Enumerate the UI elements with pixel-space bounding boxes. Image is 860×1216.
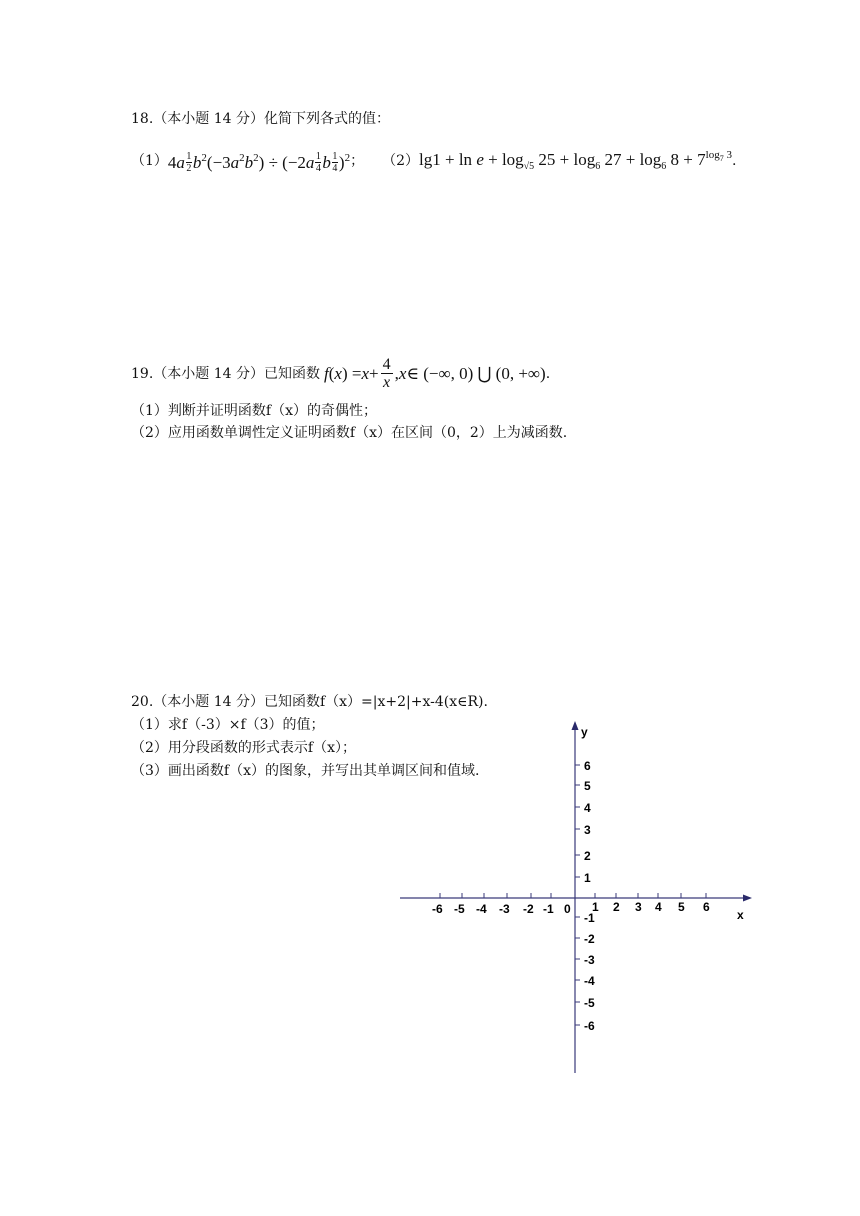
y-tick-label: -4 <box>584 974 595 988</box>
y-tick-label: 4 <box>584 801 591 815</box>
x-tick-label: 6 <box>703 900 710 914</box>
y-axis-arrow-icon <box>572 721 579 730</box>
x-axis-label: x <box>737 908 744 922</box>
x-tick-label: -3 <box>499 902 510 916</box>
q18-part1-formula: 4a $^{\frac{1}{2}}$ $b^2(-3a^2b^2) \div (-2a$ $^{\frac{1}{4}}$ b $^{\frac{1}{4}}$ )$^2$ <box>167 151 351 174</box>
q20-header: 20.（本小题 14 分）已知函数f（x）=|x+2|+x-4(x∈R). <box>131 694 488 710</box>
q20-item1: （1）求f（-3）×f（3）的值； <box>131 717 325 733</box>
q20-item3: （3）画出函数f（x）的图象，并写出其单调区间和值域. <box>131 763 480 779</box>
q18-part2-end: . <box>731 153 737 169</box>
x-axis-arrow-icon <box>743 895 752 902</box>
y-tick-label: -5 <box>584 996 595 1010</box>
origin-label: 0 <box>564 902 571 916</box>
q18-part1-label: （1） <box>131 153 168 169</box>
y-tick-label: -2 <box>584 932 595 946</box>
x-tick-label: 2 <box>613 900 620 914</box>
q18-header: 18.（本小题 14 分）化简下列各式的值： <box>131 111 390 127</box>
x-tick-label: 4 <box>655 900 662 914</box>
q18-part2-formula: $\lg 1 + \ln e + \log_{√5} 25 + \log_6 27 + \log_6 8 + 7^{log_7 3}$ <box>419 149 732 172</box>
x-tick-label: -1 <box>543 902 554 916</box>
y-tick-label: -6 <box>584 1019 595 1033</box>
x-tick-label: -5 <box>454 902 465 916</box>
x-tick-label: -6 <box>432 902 443 916</box>
q18-part2-label: （2） <box>382 153 420 169</box>
y-tick-label: 1 <box>584 871 591 885</box>
x-tick-label: -2 <box>523 902 534 916</box>
x-tick-label: -4 <box>476 902 487 916</box>
x-tick-label: 1 <box>592 900 599 914</box>
q19-item1: （1）判断并证明函数f（x）的奇偶性； <box>131 403 377 419</box>
q20-item2: （2）用分段函数的形式表示f（x）； <box>131 740 356 756</box>
q18-part1-separator: ； <box>350 153 365 169</box>
y-tick-label: 2 <box>584 849 591 863</box>
q19-item2: （2）应用函数单调性定义证明函数f（x）在区间（0，2）上为减函数. <box>131 425 568 441</box>
x-tick-label: 3 <box>635 900 642 914</box>
y-axis-label: y <box>581 725 588 739</box>
q19-fraction: $\frac{4}{x}$ <box>382 356 391 391</box>
q19-formula: f ( x ) = x + $\frac{4}{x}$ , x ∈ (−∞, 0) ⋃ (0, +∞) <box>323 356 546 391</box>
q19-header: 19.（本小题 14 分）已知函数 <box>131 365 320 382</box>
x-tick-label: 5 <box>678 900 685 914</box>
q19-formula-end: . <box>545 365 551 382</box>
y-tick-label: -3 <box>584 953 595 967</box>
y-tick-label: 3 <box>584 823 591 837</box>
y-tick-label: -1 <box>584 911 595 925</box>
y-tick-label: 6 <box>584 759 591 773</box>
y-tick-label: 5 <box>584 779 591 793</box>
